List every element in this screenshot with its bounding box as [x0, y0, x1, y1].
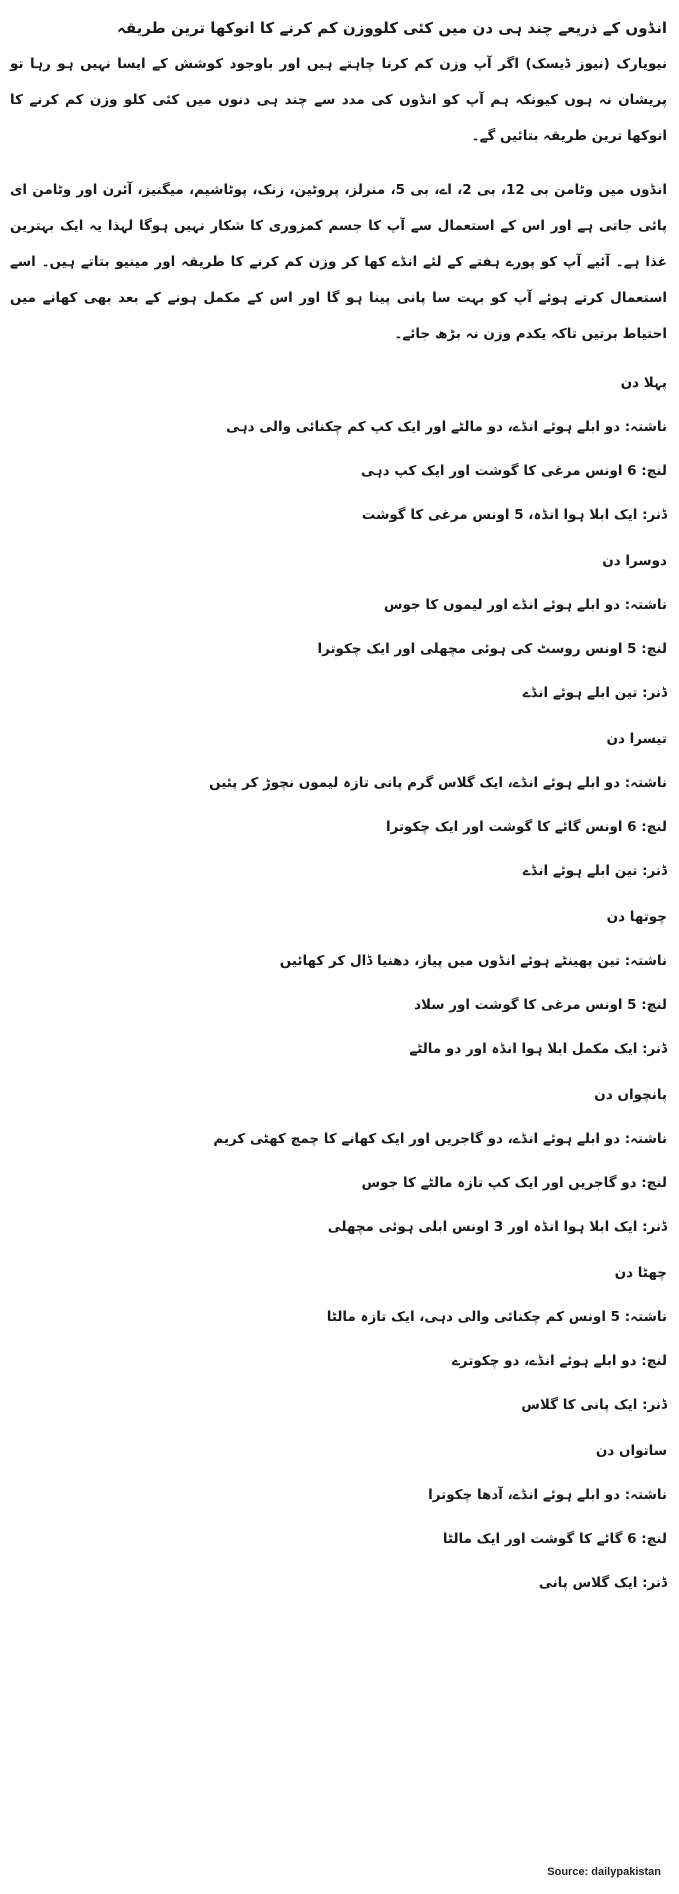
- source-credit: Source: dailypakistan: [547, 1866, 661, 1878]
- lunch-line: لنچ: 6 گائے کا گوشت اور ایک مالٹا: [442, 1531, 667, 1547]
- breakfast-line: ناشتہ: دو ابلے ہوئے انڈے، دو گاجریں اور ایک کھانے کا چمچ کھٹی کریم: [213, 1131, 667, 1147]
- breakfast-line: ناشتہ: دو ابلے ہوئے انڈے، ایک گلاس گرم پانی تازہ لیموں نچوڑ کر پئیں: [209, 775, 667, 791]
- dinner-line: ڈنر: ایک ابلا ہوا انڈہ، 5 اونس مرغی کا گوشت: [361, 507, 667, 523]
- day-section-5: [10, 1080, 667, 1242]
- day-title: ساتواں دن: [595, 1443, 667, 1459]
- day-section-6: [10, 1258, 667, 1420]
- lunch-line: لنچ: 5 اونس روسٹ کی ہوئی مچھلی اور ایک چکوترا: [317, 641, 667, 657]
- day-title: پہلا دن: [620, 375, 667, 391]
- dinner-line: ڈنر: تین ابلے ہوئے انڈے: [522, 863, 667, 879]
- lunch-line: لنچ: دو گاجریں اور ایک کپ تازہ مالٹے کا جوس: [361, 1175, 667, 1191]
- intro-paragraph: نیویارک (نیوز ڈیسک) اگر آپ وزن کم کرنا چاہتے ہیں اور باوجود کوشش کے ایسا نہیں ہو رہا تو پریشان نہ ہوں کیونکہ ہم آپ کو انڈوں کی مدد سے چند ہی دنوں میں کئی کلو وزن کم کرنے کا انوکھا ترین طریقہ بتائیں گے۔: [10, 56, 667, 144]
- breakfast-line: ناشتہ: دو ابلے ہوئے انڈے، دو مالٹے اور ایک کپ کم چکنائی والی دہی: [226, 419, 667, 435]
- lunch-line: لنچ: 6 اونس گائے کا گوشت اور ایک چکوترا: [385, 819, 667, 835]
- dinner-line: ڈنر: تین ابلے ہوئے انڈے: [522, 685, 667, 701]
- day-title: دوسرا دن: [602, 553, 667, 569]
- day-section-3: [10, 724, 667, 886]
- lunch-line: لنچ: 6 اونس مرغی کا گوشت اور ایک کپ دہی: [361, 463, 667, 479]
- breakfast-line: ناشتہ: تین پھینٹے ہوئے انڈوں میں پیاز، دھنیا ڈال کر کھائیں: [279, 953, 667, 969]
- article-title: انڈوں کے ذریعے چند ہی دن میں کئی کلووزن کم کرنے کا انوکھا ترین طریقہ: [117, 19, 667, 37]
- body-paragraph: انڈوں میں وٹامن بی 12، بی 2، اے، بی 5، منرلز، پروٹین، زنک، پوٹاشیم، میگنیز، آئرن اور وٹامن ای پائی جاتی ہے اور اس کے استعمال سے آپ کا جسم کمزوری کا شکار نہیں ہوگا لہذا یہ ایک بہترین غذا ہے۔ آئیے آپ کو پورے ہفتے کے لئے انڈے کھا کر وزن کم کرنے کا طریقہ اور مینیو بتاتے ہیں۔ اسے استعمال کرتے ہوئے آپ کو بہت سا پانی پینا ہو گا اور اس کے مکمل ہونے کے بعد بھی کھانے میں احتیاط برتیں تاکہ یکدم وزن نہ بڑھ جائے۔: [10, 182, 667, 342]
- dinner-line: ڈنر: ایک مکمل ابلا ہوا انڈہ اور دو مالٹے: [409, 1041, 667, 1057]
- breakfast-line: ناشتہ: دو ابلے ہوئے انڈے، آدھا چکوترا: [428, 1487, 667, 1503]
- day-title: چھٹا دن: [614, 1265, 667, 1281]
- breakfast-line: ناشتہ: 5 اونس کم چکنائی والی دہی، ایک تازہ مالٹا: [326, 1309, 667, 1325]
- day-title: پانچواں دن: [594, 1087, 667, 1103]
- lunch-line: لنچ: 5 اونس مرغی کا گوشت اور سلاد: [414, 997, 667, 1013]
- day-section-2: [10, 546, 667, 708]
- lunch-line: لنچ: دو ابلے ہوئے انڈے، دو چکوترے: [452, 1353, 667, 1369]
- dinner-line: ڈنر: ایک پانی کا گلاس: [521, 1397, 667, 1413]
- day-section-7: [10, 1436, 667, 1598]
- breakfast-line: ناشتہ: دو ابلے ہوئے انڈے اور لیموں کا جوس: [383, 597, 667, 613]
- day-title: چوتھا دن: [606, 909, 667, 925]
- dinner-line: ڈنر: ایک گلاس پانی: [538, 1575, 667, 1591]
- day-title: تیسرا دن: [606, 731, 667, 747]
- dinner-line: ڈنر: ایک ابلا ہوا انڈہ اور 3 اونس ابلی ہوئی مچھلی: [327, 1219, 667, 1235]
- day-section-1: [10, 368, 667, 530]
- day-section-4: [10, 902, 667, 1064]
